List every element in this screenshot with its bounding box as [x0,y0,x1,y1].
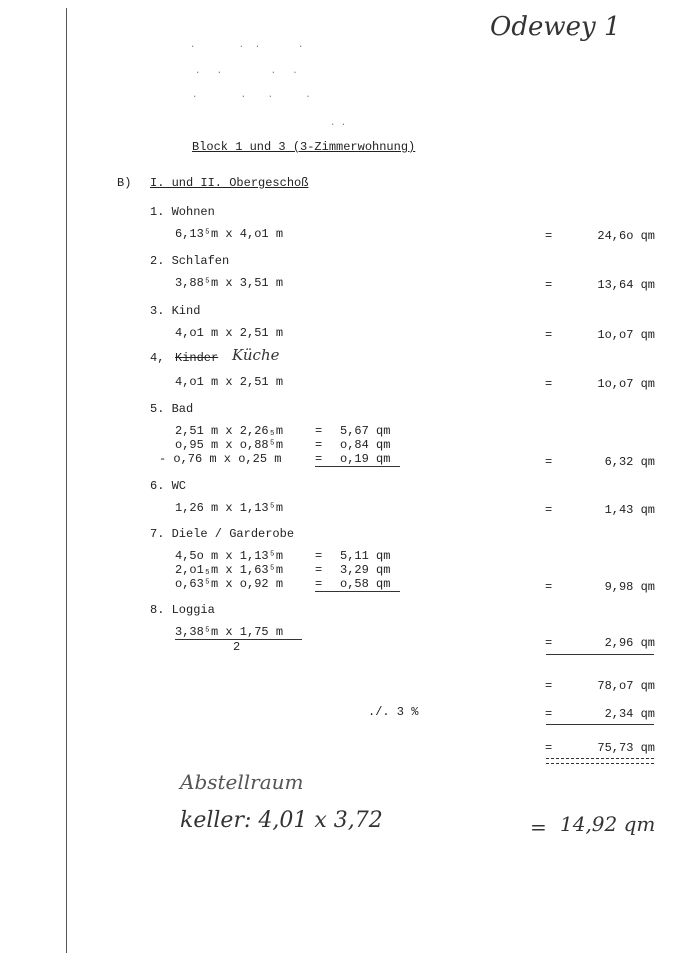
margin-line [66,8,67,953]
handwritten-note: keller: 4,01 x 3,72 [180,808,383,833]
equals-sign: = [545,636,553,650]
calc-line: o,63⁵m x o,92 m [175,577,284,591]
scan-specks: · · · · [192,92,311,102]
room-label: 1. Wohnen [150,205,215,219]
room-label-struck: Kinder [175,351,219,365]
room-result: 1o,o7 qm [597,377,655,391]
underline-rule [315,466,400,467]
room-label: 8. Loggia [150,603,215,617]
room-calc: 4,o1 m x 2,51 m [175,375,284,389]
room-label: 7. Diele / Garderobe [150,527,295,541]
room-calc: 3,88⁵m x 3,51 m [175,276,284,290]
equals-sign: = [545,278,553,292]
handwritten-note: Abstellraum [180,770,304,794]
sum-rule [546,654,654,655]
section-marker: B) [117,176,132,190]
room-label: 6. WC [150,479,187,493]
deduction-label: ./. 3 % [368,705,419,719]
partial-value: o,19 qm [340,452,391,466]
room-label-number: 4, [150,351,165,365]
scan-specks: · · · · [195,68,298,78]
room-calc: 3,38⁵m x 1,75 m [175,625,284,639]
room-result: 24,6o qm [597,229,655,243]
room-calc: 6,13⁵m x 4,o1 m [175,227,284,241]
equals-sign: = [315,563,323,577]
calc-line: 2,51 m x 2,26₅m [175,424,284,438]
partial-value: 3,29 qm [340,563,391,577]
equals-sign: = [545,377,553,391]
scan-specks: · · [330,120,347,130]
scan-specks: · · · · [190,42,304,52]
room-label: 2. Schlafen [150,254,230,268]
equals-sign: = [545,503,553,517]
equals-sign: = [315,452,323,466]
equals-sign: = [545,580,553,594]
partial-value: o,84 qm [340,438,391,452]
room-result: 1o,o7 qm [597,328,655,342]
final-total: 75,73 qm [597,741,655,755]
equals-sign: = [545,229,553,243]
equals-sign: = [545,328,553,342]
equals-sign: = [315,438,323,452]
section-title: I. und II. Obergeschoß [150,176,309,190]
handwritten-header: Odewey 1 [490,12,621,42]
equals-sign: = [545,455,553,469]
partial-value: 5,67 qm [340,424,391,438]
room-label: 5. Bad [150,402,194,416]
equals-sign: = [545,741,553,755]
deduction-value: 2,34 qm [604,707,655,721]
equals-sign: = [545,707,553,721]
calc-line: 2,o1₅m x 1,63⁵m [175,563,284,577]
partial-value: 5,11 qm [340,549,391,563]
sum-rule [546,724,654,725]
equals-sign: = [315,549,323,563]
handwritten-equals: = [530,815,547,839]
room-result: 1,43 qm [604,503,655,517]
equals-sign: = [315,424,323,438]
room-calc: 4,o1 m x 2,51 m [175,326,284,340]
underline-rule [315,591,400,592]
room-label-handwritten: Küche [232,346,280,364]
calc-line: o,95 m x o,88⁵m [175,438,284,452]
calc-line: - o,76 m x o,25 m [159,452,282,466]
room-result: 6,32 qm [604,455,655,469]
double-underline [546,758,654,764]
room-calc: 1,26 m x 1,13⁵m [175,501,284,515]
room-divisor: 2 [233,640,241,654]
room-result: 2,96 qm [604,636,655,650]
equals-sign: = [545,679,553,693]
total-sum: 78,o7 qm [597,679,655,693]
page-title: Block 1 und 3 (3-Zimmerwohnung) [192,140,416,154]
equals-sign: = [315,577,323,591]
room-label: 3. Kind [150,304,201,318]
handwritten-result: 14,92 qm [560,812,656,836]
partial-value: o,58 qm [340,577,391,591]
room-result: 9,98 qm [604,580,655,594]
calc-line: 4,5o m x 1,13⁵m [175,549,284,563]
room-result: 13,64 qm [597,278,655,292]
